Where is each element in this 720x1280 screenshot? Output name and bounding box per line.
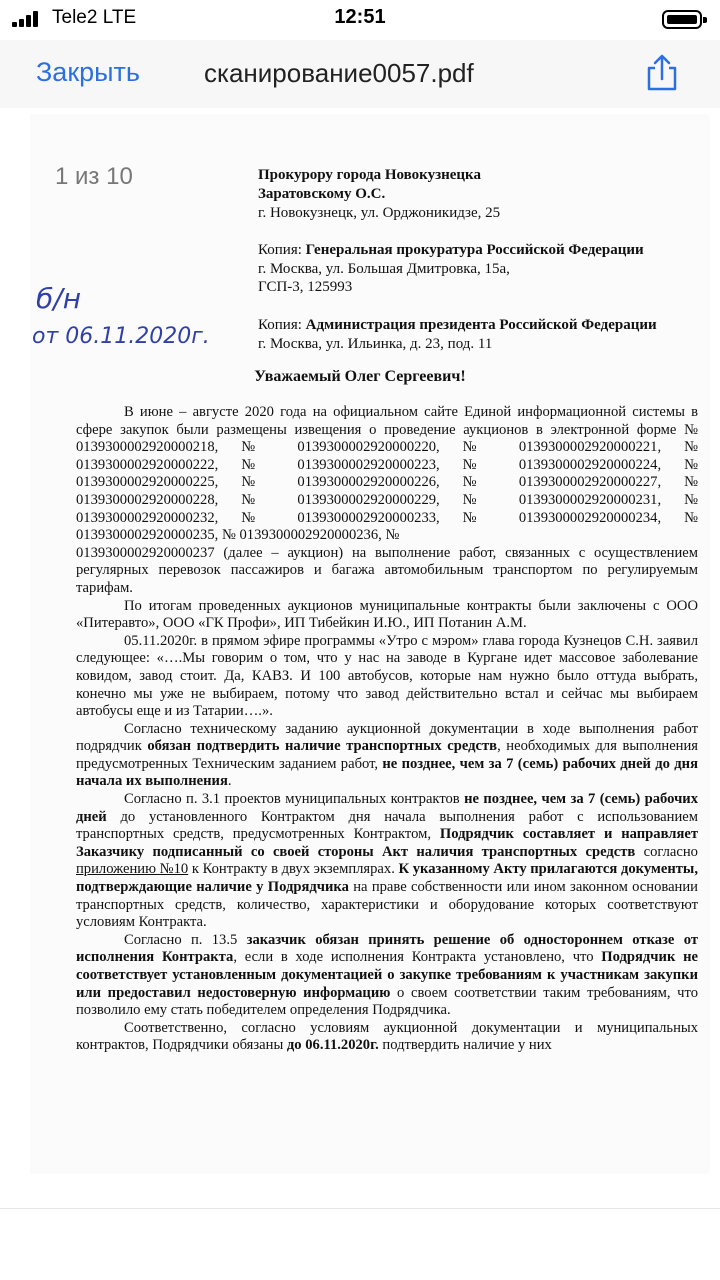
- copy-2-address: г. Москва, ул. Ильинка, д. 23, под. 11: [258, 336, 493, 352]
- status-bar: [0, 0, 720, 40]
- paragraph-auctions: В июне – августе 2020 года на официальном сайте Единой информационной системы в сфере закупок были размещены извещения о проведение аукционов в электронной форме № 0139300002920000218, № 0139300002920000220, № 0139300002920000221, № 0139300002920000222, № 0139300002920000223, № 0139300002920000224, № 0139300002920000225, № 0139300002920000226, № 0139300002920000227, № 0139300002920000228, № 0139300002920000229, № 0139300002920000231, № 0139300002920000232, № 0139300002920000233, № 0139300002920000234, № 0139300002920000235, № 0139300002920000236, №: [76, 404, 698, 544]
- recipient-line: Прокурору города Новокузнецка: [258, 167, 481, 183]
- document-title: сканирование0057.pdf: [204, 58, 474, 88]
- paragraph-clause-13-5: Согласно п. 13.5 заказчик обязан принять решение об одностороннем отказе от исполнения Контракта, если в ходе исполнения Контракта установлено, что Подрядчик не соответствует установленным документацией о закупке требованиям к участникам закупки или предоставил недостоверную информацию о своем соответствии таким требованиям, что позволило ему стать победителем определения Подрядчика.: [76, 931, 699, 1019]
- copy-1-heading: Копия: Генеральная прокуратура Российской Федерации: [258, 242, 644, 258]
- paragraph-conclusion: Соответственно, согласно условиям аукционной документации и муниципальных контрактов, Подрядчики обязаны до 06.11.2020г. подтвердить наличие у них: [76, 1019, 698, 1054]
- copy-1-address: г. Москва, ул. Большая Дмитровка, 15а,: [258, 261, 510, 277]
- carrier-label: Tele2 LTE: [52, 7, 137, 28]
- close-button[interactable]: Закрыть: [36, 57, 140, 87]
- letter-body: [76, 404, 698, 1055]
- greeting: Уважаемый Олег Сергеевич!: [254, 368, 466, 385]
- paragraph-contracts: По итогам проведенных аукционов муниципальные контракты были заключены с ООО «Питеравто», ООО «ГК Профи», ИП Тибейкин И.Ю., ИП Потанин А.М.: [76, 597, 698, 632]
- navigation-bar: [0, 40, 720, 109]
- copy-2-heading: Копия: Администрация президента Российской Федерации: [258, 317, 657, 333]
- share-icon[interactable]: [640, 52, 684, 96]
- paragraph-clause-3-1: Согласно п. 3.1 проектов муниципальных контрактов не позднее, чем за 7 (семь) рабочих дней до установленного Контрактом дня начала выполнения работ с использованием транспортных средств, предусмотренных Контрактом, Подрядчик составляет и направляет Заказчику подписанный со своей стороны Акт наличия транспортных средств согласно приложению №10 к Контракту в двух экземплярах. К указанному Акту прилагаются документы, подтверждающие наличие у Подрядчика на праве собственности или ином законном основании транспортных средств, количество, характеристики и оборудование которых соответствуют условиям Контракта.: [76, 791, 699, 931]
- paragraph-broadcast: 05.11.2020г. в прямом эфире программы «Утро с мэром» глава города Кузнецов С.Н. заявил следующее: «….Мы говорим о том, что у нас на заводе в Кургане идет массовое заболевание ковидом, завод стоит. Да, КАВЗ. И 100 автобусов, которые нам нужно было оттуда выбрать, конечно мы уже не выбираем, потому что завод действительно встал и сейчас мы выбираем автобусы еще и из Татарии….».: [76, 632, 698, 720]
- page-divider: [0, 1208, 720, 1209]
- battery-icon: [662, 10, 702, 29]
- page-counter: 1 из 10: [55, 163, 133, 190]
- handwritten-number: б/н: [36, 282, 82, 315]
- paragraph-tech-spec: Согласно техническому заданию аукционной документации в ходе выполнения работ подрядчик обязан подтвердить наличие транспортных средств, необходимых для выполнения предусмотренных Техническим заданием работ, не позднее, чем за 7 (семь) рабочих дней до дня начала их выполнения.: [76, 720, 699, 790]
- handwritten-date: от 06.11.2020г.: [32, 324, 210, 349]
- paragraph-auctions-end: 0139300002920000237 (далее – аукцион) на выполнение работ, связанных с осуществлением регулярных перевозок пассажиров и багажа автомобильным транспортом по регулируемым тарифам.: [76, 544, 698, 596]
- clock: 12:51: [334, 6, 386, 28]
- recipient-name: Заратовскому О.С.: [258, 186, 386, 202]
- recipient-address: г. Новокузнецк, ул. Орджоникидзе, 25: [258, 205, 501, 221]
- copy-1-postcode: ГСП-3, 125993: [258, 279, 353, 295]
